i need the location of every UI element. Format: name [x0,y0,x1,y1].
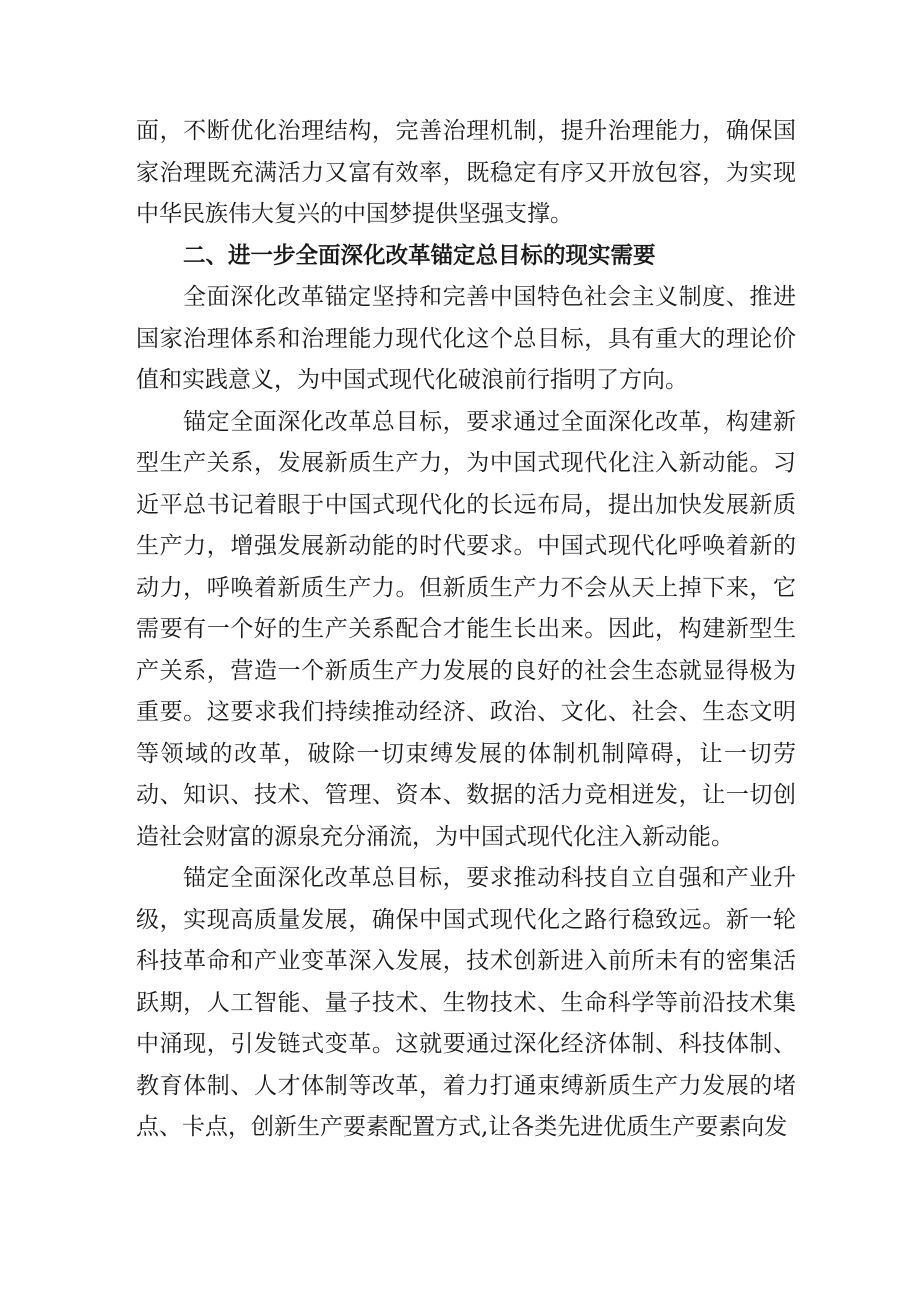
paragraph-intro: 全面深化改革锚定坚持和完善中国特色社会主义制度、推进国家治理体系和治理能力现代化这个总目标，具有重大的理论价值和实践意义，为中国式现代化破浪前行指明了方向。 [136,284,796,393]
continued-paragraph: 面，不断优化治理结构，完善治理机制，提升治理能力，确保国家治理既充满活力又富有效率，既稳定有序又开放包容，为实现中华民族伟大复兴的中国梦提供坚强支撑。 [136,118,796,227]
paragraph-technology: 锚定全面深化改革总目标，要求推动科技自立自强和产业升级，实现高质量发展，确保中国式现代化之路行稳致远。新一轮科技革命和产业变革深入发展，技术创新进入前所未有的密集活跃期，人工智能、量子技术、生物技术、生命科学等前沿技术集中涌现，引发链式变革。这就要通过深化经济体制、科技体制、教育体制、人才体制等改革，着力打通束缚新质生产力发展的堵点、卡点，创新生产要素配置方式,让各类先进优质生产要素向发 [136,865,796,1140]
document-page [136,111,796,1149]
paragraph-production-relations: 锚定全面深化改革总目标，要求通过全面深化改革，构建新型生产关系，发展新质生产力，为中国式现代化注入新动能。习近平总书记着眼于中国式现代化的长远布局，提出加快发展新质生产力，增强发展新动能的时代要求。中国式现代化呼唤着新的动力，呼唤着新质生产力。但新质生产力不会从天上掉下来，它需要有一个好的生产关系配合才能生长出来。因此，构建新型生产关系，营造一个新质生产力发展的良好的社会生态就显得极为重要。这要求我们持续推动经济、政治、文化、社会、生态文明等领域的改革，破除一切束缚发展的体制机制障碍，让一切劳动、知识、技术、管理、资本、数据的活力竞相迸发，让一切创造社会财富的源泉充分涌流，为中国式现代化注入新动能。 [136,408,796,850]
section-heading: 二、进一步全面深化改革锚定总目标的现实需要 [183,242,656,269]
